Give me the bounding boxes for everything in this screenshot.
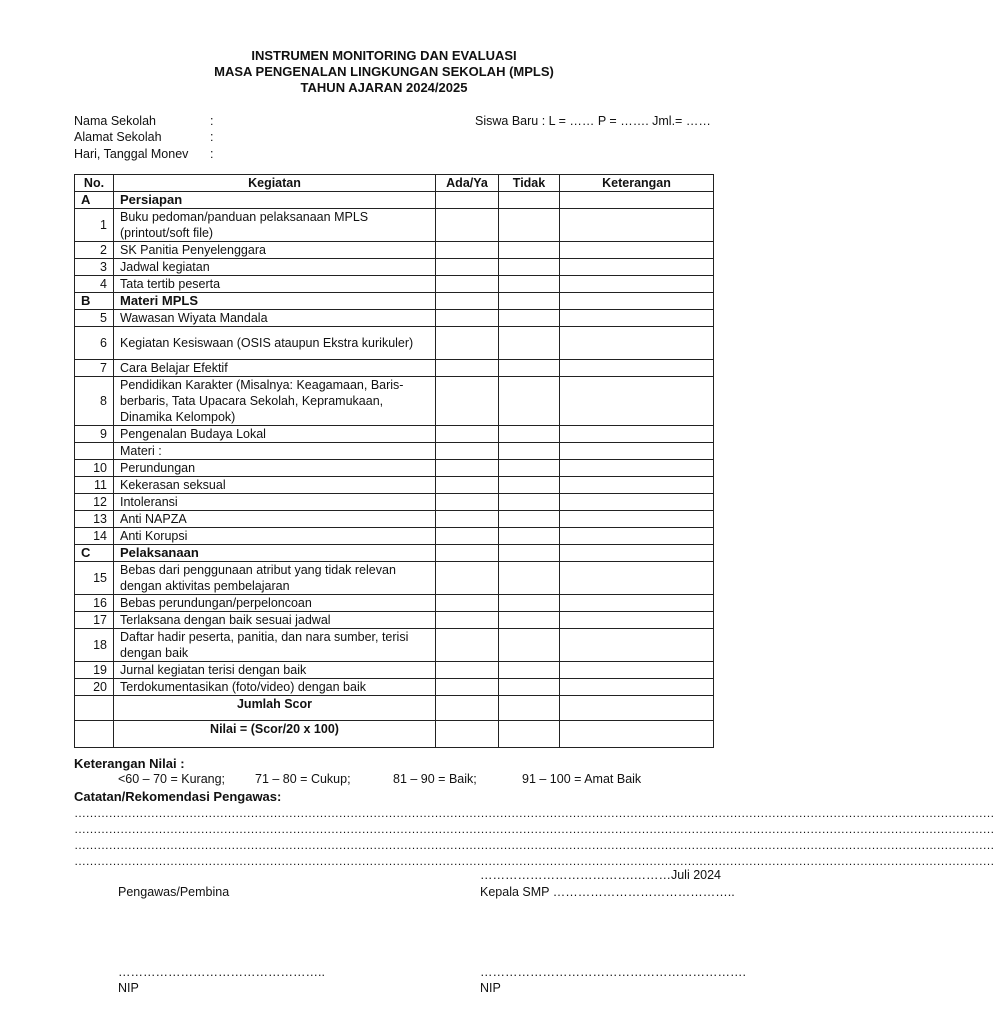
table-row [75,679,714,696]
item-number: 12 [75,494,114,511]
hari-tanggal-label: Hari, Tanggal Monev [74,147,189,161]
catatan-title: Catatan/Rekomendasi Pengawas: [74,789,282,804]
keterangan-cell[interactable] [560,612,714,629]
item-number [75,443,114,460]
nilai-amat-baik: 91 – 100 = Amat Baik [522,772,642,786]
title-line-3: TAHUN AJARAN 2024/2025 [300,80,468,95]
nilai-label: Nilai = (Scor/20 x 100) [114,721,436,748]
item-kegiatan: Bebas perundungan/perpeloncoan [114,595,436,612]
keterangan-cell[interactable] [560,460,714,477]
catatan-line-2[interactable]: …………………………………………………………………………………………………………………………………………………………………………………………………………………… [74,822,994,836]
item-number: 11 [75,477,114,494]
table-row [75,612,714,629]
ada-cell[interactable] [436,662,499,679]
tidak-cell[interactable] [499,426,560,443]
item-kegiatan: Terdokumentasikan (foto/video) dengan baik [114,679,436,696]
tidak-cell[interactable] [499,511,560,528]
item-kegiatan: Pengenalan Budaya Lokal [114,426,436,443]
item-number: 4 [75,276,114,293]
item-number: 19 [75,662,114,679]
keterangan-cell[interactable] [560,259,714,276]
tidak-cell[interactable] [499,192,560,209]
keterangan-cell[interactable] [560,293,714,310]
tidak-cell[interactable] [499,679,560,696]
jumlah-scor-label: Jumlah Scor [114,696,436,721]
tidak-cell[interactable] [499,595,560,612]
nama-sekolah-row [74,113,213,129]
item-kegiatan: Kegiatan Kesiswaan (OSIS ataupun Ekstra kurikuler) [114,327,436,360]
item-kegiatan: Daftar hadir peserta, panitia, dan nara sumber, terisi dengan baik [114,629,436,662]
ada-cell[interactable] [436,545,499,562]
ada-cell[interactable] [436,310,499,327]
table-row [75,460,714,477]
catatan-line-3[interactable]: …………………………………………………………………………………………………………………………………………………………………………………………………………………… [74,838,994,852]
item-kegiatan: Cara Belajar Efektif [114,360,436,377]
keterangan-cell[interactable] [560,721,714,748]
item-kegiatan: Tata tertib peserta [114,276,436,293]
item-number: 14 [75,528,114,545]
table-body [75,192,714,748]
section-code: B [75,293,114,310]
table-row [75,595,714,612]
item-kegiatan: Bebas dari penggunaan atribut yang tidak relevan dengan aktivitas pembelajaran [114,562,436,595]
jumlah-scor-row [75,696,714,721]
title-line-2: MASA PENGENALAN LINGKUNGAN SEKOLAH (MPLS) [214,64,554,79]
tidak-cell[interactable] [499,545,560,562]
keterangan-cell[interactable] [560,511,714,528]
item-kegiatan: Buku pedoman/panduan pelaksanaan MPLS (printout/soft file) [114,209,436,242]
ada-cell[interactable] [436,360,499,377]
item-number: 3 [75,259,114,276]
item-number: 15 [75,562,114,595]
ada-cell[interactable] [436,209,499,242]
tidak-cell[interactable] [499,276,560,293]
item-kegiatan: Wawasan Wiyata Mandala [114,310,436,327]
item-number: 7 [75,360,114,377]
ada-cell[interactable] [436,629,499,662]
section-row [75,545,714,562]
section-row [75,293,714,310]
table-row [75,377,714,426]
item-number: 20 [75,679,114,696]
keterangan-cell[interactable] [560,209,714,242]
header-tidak: Tidak [499,175,560,192]
tidak-cell[interactable] [499,377,560,426]
keterangan-cell[interactable] [560,327,714,360]
nilai-cukup: 71 – 80 = Cukup; [255,772,351,786]
nilai-no-cell [75,721,114,748]
ada-cell[interactable] [436,293,499,310]
tidak-cell[interactable] [499,310,560,327]
keterangan-cell[interactable] [560,192,714,209]
tidak-cell[interactable] [499,209,560,242]
ada-cell[interactable] [436,276,499,293]
keterangan-cell[interactable] [560,360,714,377]
tidak-cell[interactable] [499,562,560,595]
table-row [75,511,714,528]
section-title: Persiapan [114,192,436,209]
tidak-cell[interactable] [499,528,560,545]
item-kegiatan: SK Panitia Penyelenggara [114,242,436,259]
ada-cell[interactable] [436,477,499,494]
monitoring-table [74,174,714,748]
colon: : [210,114,214,128]
tidak-cell[interactable] [499,494,560,511]
ada-cell[interactable] [436,595,499,612]
item-kegiatan: Jurnal kegiatan terisi dengan baik [114,662,436,679]
item-number: 1 [75,209,114,242]
table-row [75,209,714,242]
nama-sekolah-label: Nama Sekolah [74,114,156,128]
tidak-cell[interactable] [499,443,560,460]
tidak-cell[interactable] [499,327,560,360]
table-row [75,662,714,679]
ada-cell[interactable] [436,612,499,629]
table-row [75,242,714,259]
ada-cell[interactable] [436,528,499,545]
section-code: A [75,192,114,209]
ada-cell[interactable] [436,242,499,259]
keterangan-cell[interactable] [560,276,714,293]
table-row [75,259,714,276]
ada-cell[interactable] [436,721,499,748]
siswa-baru: Siswa Baru : L = …… P = ……. Jml.= …… [475,114,711,128]
keterangan-cell[interactable] [560,477,714,494]
keterangan-cell[interactable] [560,595,714,612]
kepala-name-line: ………………………………………………………. [480,965,746,979]
keterangan-cell[interactable] [560,629,714,662]
table-row [75,426,714,443]
ada-cell[interactable] [436,494,499,511]
colon: : [210,130,214,144]
tidak-cell[interactable] [499,662,560,679]
table-row [75,443,714,460]
ada-cell[interactable] [436,377,499,426]
tidak-cell[interactable] [499,721,560,748]
tidak-cell[interactable] [499,612,560,629]
item-number: 13 [75,511,114,528]
tidak-cell[interactable] [499,696,560,721]
header-kegiatan: Kegiatan [114,175,436,192]
ada-cell[interactable] [436,426,499,443]
nilai-row [75,721,714,748]
table-row [75,629,714,662]
keterangan-cell[interactable] [560,562,714,595]
item-number: 5 [75,310,114,327]
keterangan-cell[interactable] [560,494,714,511]
kepala-nip: NIP [480,981,501,995]
section-title: Materi MPLS [114,293,436,310]
item-number: 6 [75,327,114,360]
tidak-cell[interactable] [499,242,560,259]
ada-cell[interactable] [436,511,499,528]
keterangan-cell[interactable] [560,679,714,696]
item-kegiatan: Anti Korupsi [114,528,436,545]
header-no: No. [75,175,114,192]
item-number: 9 [75,426,114,443]
table-row [75,276,714,293]
alamat-sekolah-row [74,129,213,145]
signature-date: ……………………………….………Juli 2024 [480,868,722,882]
section-code: C [75,545,114,562]
item-number: 8 [75,377,114,426]
ada-cell[interactable] [436,443,499,460]
hari-tanggal-row [74,146,213,162]
colon: : [210,147,214,161]
kepala-smp-title: Kepala SMP …………………………………….. [480,885,735,899]
ada-cell[interactable] [436,259,499,276]
tidak-cell[interactable] [499,460,560,477]
tidak-cell[interactable] [499,360,560,377]
keterangan-cell[interactable] [560,310,714,327]
section-row [75,192,714,209]
table-row [75,360,714,377]
ada-cell[interactable] [436,696,499,721]
item-kegiatan: Perundungan [114,460,436,477]
keterangan-cell[interactable] [560,443,714,460]
header-keterangan: Keterangan [560,175,714,192]
alamat-sekolah-label: Alamat Sekolah [74,130,162,144]
keterangan-cell[interactable] [560,662,714,679]
ada-cell[interactable] [436,460,499,477]
keterangan-nilai-title: Keterangan Nilai : [74,756,185,771]
keterangan-cell[interactable] [560,426,714,443]
ada-cell[interactable] [436,562,499,595]
header-ada: Ada/Ya [436,175,499,192]
tidak-cell[interactable] [499,293,560,310]
item-kegiatan: Kekerasan seksual [114,477,436,494]
item-number: 2 [75,242,114,259]
keterangan-cell[interactable] [560,528,714,545]
section-title: Pelaksanaan [114,545,436,562]
item-kegiatan: Anti NAPZA [114,511,436,528]
ada-cell[interactable] [436,192,499,209]
table-row [75,494,714,511]
table-row [75,562,714,595]
title-line-1: INSTRUMEN MONITORING DAN EVALUASI [251,48,517,63]
item-number: 16 [75,595,114,612]
keterangan-cell[interactable] [560,242,714,259]
table-row [75,477,714,494]
tidak-cell[interactable] [499,259,560,276]
nilai-baik: 81 – 90 = Baik; [393,772,477,786]
tidak-cell[interactable] [499,477,560,494]
item-number: 17 [75,612,114,629]
pengawas-nip: NIP [118,981,139,995]
keterangan-cell[interactable] [560,696,714,721]
item-number: 18 [75,629,114,662]
pengawas-name-line: ………………………………………….. [118,965,325,979]
keterangan-cell[interactable] [560,377,714,426]
jumlah-no-cell [75,696,114,721]
table-row [75,528,714,545]
catatan-line-4[interactable]: …………………………………………………………………………………………………………………………………………………………………………………………………………………… [74,854,994,868]
tidak-cell[interactable] [499,629,560,662]
ada-cell[interactable] [436,327,499,360]
item-number: 10 [75,460,114,477]
nilai-kurang: <60 – 70 = Kurang; [118,772,226,786]
item-kegiatan: Terlaksana dengan baik sesuai jadwal [114,612,436,629]
item-kegiatan: Pendidikan Karakter (Misalnya: Keagamaan, Baris-berbaris, Tata Upacara Sekolah, Kepramukaan, Dinamika Kelompok) [114,377,436,426]
item-kegiatan: Intoleransi [114,494,436,511]
keterangan-cell[interactable] [560,545,714,562]
catatan-line-1[interactable]: …………………………………………………………………………………………………………………………………………………………………………………………………………………… [74,806,994,820]
table-row [75,310,714,327]
table-row [75,327,714,360]
ada-cell[interactable] [436,679,499,696]
pengawas-title: Pengawas/Pembina [118,885,230,899]
item-kegiatan: Jadwal kegiatan [114,259,436,276]
item-kegiatan: Materi : [114,443,436,460]
